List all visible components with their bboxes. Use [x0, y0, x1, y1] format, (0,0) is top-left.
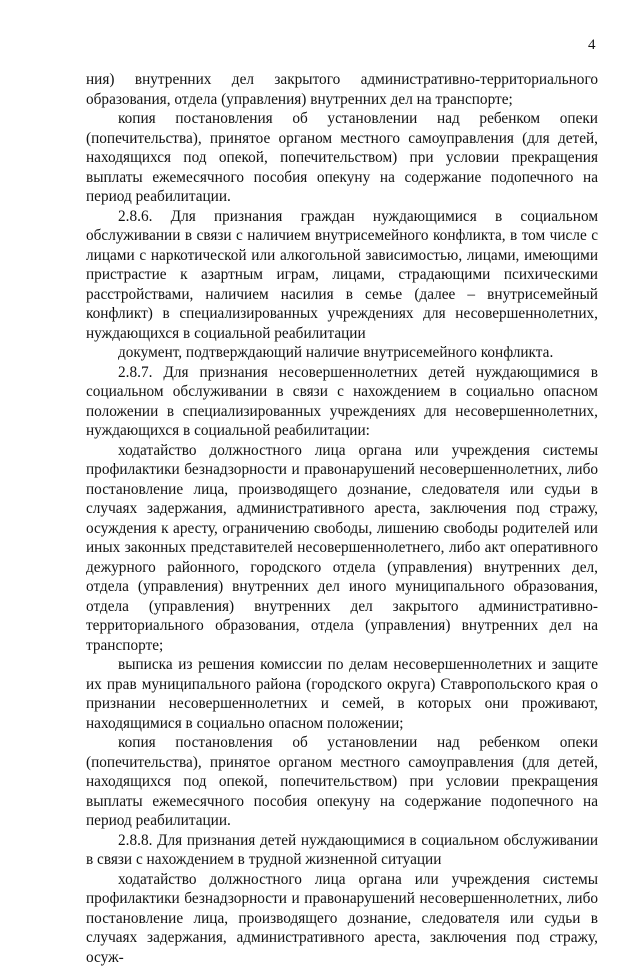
paragraph-2-8-8: 2.8.8. Для признания детей нуждающимися в социальном обслуживании в связи с нахождением в трудной жизненной ситуации [86, 831, 598, 870]
paragraph: выписка из решения комиссии по делам несовершеннолетних и защите их прав муниципального района (городского округа) Ставропольского края о признании несовершеннолетних и семей, в которых они проживают, находящимися в социально опасном положении; [86, 655, 598, 733]
paragraph: копия постановления об установлении над ребенком опеки (попечительства), принятое органом местного самоуправления (для детей, находящихся под опекой, попечительством) при условии прекращения выплаты ежемесячного пособия опекуну на содержание подопечного на период реабилитации. [86, 733, 598, 831]
paragraph: копия постановления об установлении над ребенком опеки (попечительства), принятое органом местного самоуправления (для детей, находящихся под опекой, попечительством) при условии прекращения выплаты ежемесячного пособия опекуну на содержание подопечного на период реабилитации. [86, 109, 598, 207]
document-body [86, 70, 598, 967]
paragraph-2-8-6: 2.8.6. Для признания граждан нуждающимися в социальном обслуживании в связи с наличием внутрисемейного конфликта, в том числе с лицами с наркотической или алкогольной зависимостью, лицами, имеющими пристрастие к азартным играм, лицами, страдающими психическими расстройствами, наличием насилия в семье (далее – внутрисемейный конфликт) в специализированных учреждениях для несовершеннолетних, нуждающихся в социальной реабилитации [86, 207, 598, 344]
paragraph: документ, подтверждающий наличие внутрисемейного конфликта. [86, 343, 598, 363]
paragraph: ходатайство должностного лица органа или учреждения системы профилактики безнадзорности и правонарушений несовершеннолетних, либо постановление лица, производящего дознание, следователя или судьи в случаях задержания, административного ареста, заключения под стражу, осуждения к аресту, ограничению свободы, лишению свободы родителей или иных законных представителей несовершеннолетнего, либо акт оперативного дежурного районного, городского отдела (управления) внутренних дел, отдела (управления) внутренних дел иного муниципального образования, отдела (управления) внутренних дел закрытого административно-территориального образования, отдела (управления) внутренних дел на транспорте; [86, 441, 598, 656]
page-number: 4 [588, 37, 596, 54]
paragraph-2-8-7: 2.8.7. Для признания несовершеннолетних детей нуждающимися в социальном обслуживании в связи с нахождением в социально опасном положении в специализированных учреждениях для несовершеннолетних, нуждающихся в социальной реабилитации: [86, 363, 598, 441]
paragraph: ния) внутренних дел закрытого административно-территориального образования, отдела (управления) внутренних дел на транспорте; [86, 70, 598, 109]
paragraph: ходатайство должностного лица органа или учреждения системы профилактики безнадзорности и правонарушений несовершеннолетних, либо постановление лица, производящего дознание, следователя или судьи в случаях задержания, административного ареста, заключения под стражу, осуж- [86, 870, 598, 967]
